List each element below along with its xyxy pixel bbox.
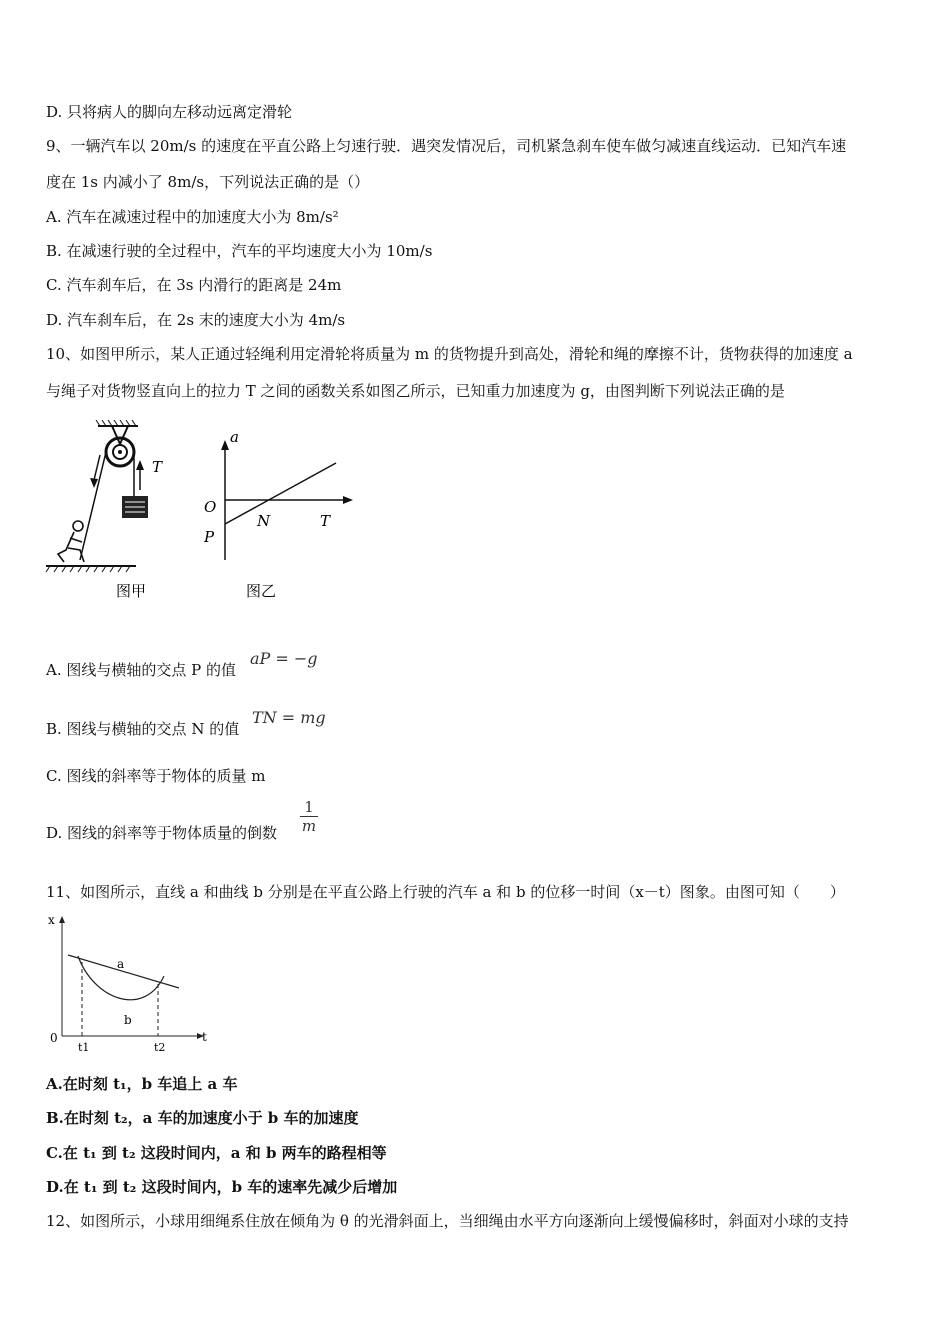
q11-option-c: C.在 t₁ 到 t₂ 这段时间内，a 和 b 两车的路程相等 [46, 1144, 387, 1162]
t-label: t [202, 1030, 207, 1044]
x-label: x [48, 913, 55, 927]
axis-a-label: a [230, 428, 239, 446]
fraction-denominator: m [301, 817, 317, 835]
q9-option-c: C. 汽车刹车后，在 3s 内滑行的距离是 24m [46, 276, 342, 294]
formula-ap: aP = −g [250, 649, 318, 668]
point-p-label: P [204, 528, 215, 546]
option-d-q8: D. 只将病人的脚向左移动远离定滑轮 [46, 103, 293, 121]
q9-option-d: D. 汽车刹车后，在 2s 末的速度大小为 4m/s [46, 311, 346, 329]
q9-stem-line1: 9、一辆汽车以 20m/s 的速度在平直公路上匀速行驶．遇突发情况后，司机紧急刹车使车做匀减速直线运动．已知汽车速 [46, 137, 847, 155]
x-axis-arrow-icon [59, 916, 65, 923]
graph-a-t [203, 428, 353, 560]
q9-stem-line2: 度在 1s 内减小了 8m/s，下列说法正确的是（） [46, 173, 370, 191]
rope-left [80, 452, 106, 560]
caption-fig-a: 图甲 [116, 582, 147, 600]
person-figure [58, 521, 84, 562]
ground [46, 566, 136, 572]
q9-option-a: A. 汽车在减速过程中的加速度大小为 8m/s² [46, 208, 339, 226]
q10-option-b: B. 图线与横轴的交点 N 的值 [46, 720, 240, 738]
t-label: T [152, 458, 163, 476]
fraction-numerator: 1 [304, 798, 314, 816]
arrow-up-icon [136, 460, 144, 490]
label-t2: t2 [154, 1041, 166, 1054]
fraction-one-over-m [300, 798, 318, 835]
q12-stem: 12、如图所示，小球用细绳系住放在倾角为 θ 的光滑斜面上，当细绳由水平方向逐渐向上缓慢偏移时，斜面对小球的支持 [46, 1212, 849, 1230]
q11-option-a: A.在时刻 t₁，b 车追上 a 车 [46, 1075, 238, 1093]
label-t1: t1 [78, 1041, 90, 1054]
q9-option-b: B. 在减速行驶的全过程中，汽车的平均速度大小为 10m/s [46, 242, 433, 260]
cargo-box [122, 496, 148, 518]
q11-stem: 11、如图所示，直线 a 和曲线 b 分别是在平直公路上行驶的汽车 a 和 b 的位移一时间（x－t）图象。由图可知（ ） [46, 883, 845, 901]
point-n-label: N [257, 512, 271, 530]
q11-option-d: D.在 t₁ 到 t₂ 这段时间内，b 车的速率先减少后增加 [46, 1178, 398, 1196]
ceiling [96, 420, 138, 426]
figure-10 [40, 420, 370, 615]
formula-tn: TN = mg [252, 708, 326, 727]
q10-stem-line2: 与绳子对货物竖直向上的拉力 T 之间的函数关系如图乙所示，已知重力加速度为 g，由图判断下列说法正确的是 [46, 382, 785, 400]
q10-option-c: C. 图线的斜率等于物体的质量 m [46, 767, 266, 785]
label-a: a [117, 957, 125, 971]
origin-label: 0 [50, 1031, 58, 1045]
caption-fig-b: 图乙 [246, 582, 277, 600]
label-b: b [124, 1013, 132, 1027]
pulley [106, 426, 134, 466]
t-axis-arrow-icon [343, 496, 353, 504]
origin-label: O [204, 498, 217, 516]
q11-option-b: B.在时刻 t₂，a 车的加速度小于 b 车的加速度 [46, 1109, 359, 1127]
axis-t-label: T [320, 512, 331, 530]
q10-stem-line1: 10、如图甲所示，某人正通过轻绳利用定滑轮将质量为 m 的货物提升到高处，滑轮和绳的摩擦不计，货物获得的加速度 a [46, 345, 853, 363]
figure-11 [44, 910, 224, 1058]
a-axis-arrow-icon [221, 440, 229, 450]
q10-option-a: A. 图线与横轴的交点 P 的值 [46, 661, 236, 679]
q10-option-d: D. 图线的斜率等于物体质量的倒数 [46, 824, 278, 842]
